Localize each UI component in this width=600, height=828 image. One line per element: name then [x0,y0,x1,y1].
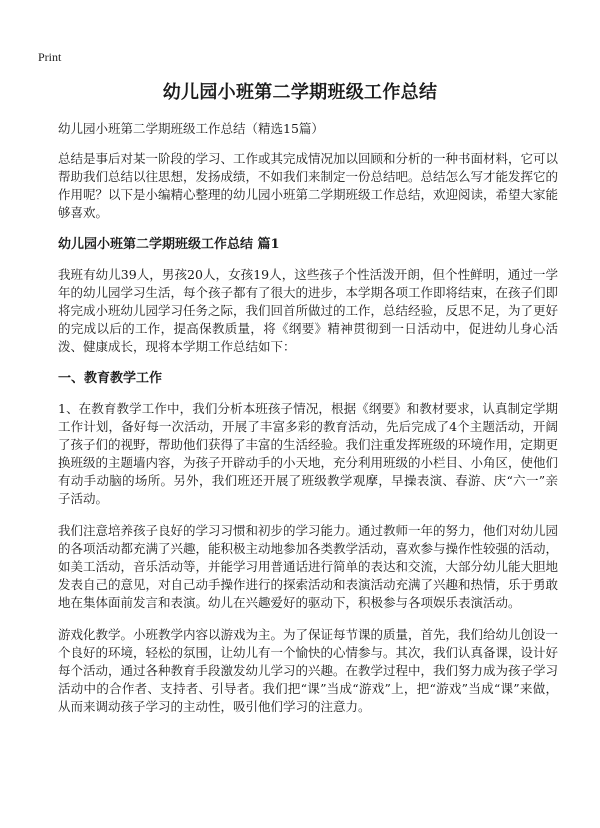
document-body [58,120,558,730]
document-subtitle: 幼儿园小班第二学期班级工作总结（精选15篇） [58,121,324,136]
print-link[interactable]: Print [38,50,62,64]
body-paragraph: 1、在教育教学工作中，我们分析本班孩子情况，根据《纲要》和教材要求，认真制定学期工作计划，备好每一次活动，开展了丰富多彩的教育活动，先后完成了4个主题活动，开阔了孩子们的视野，帮助他们获得了丰富的生活经验。我们注重发挥班级的环境作用，定期更换班级的主题墙内容，为孩子开辟动手的小天地，充分利用班级的小栏目、小角区，使他们有动手动脑的场所。另外，我们班还开展了班级教学观摩，早操表演、春游、庆“六一”亲子活动。 [58,401,559,506]
intro-paragraph: 总结是事后对某一阶段的学习、工作或其完成情况加以回顾和分析的一种书面材料，它可以帮助我们总结以往思想，发扬成绩，不如我们来制定一份总结吧。总结怎么写才能发挥它的作用呢？以下是小编精心整理的幼儿园小班第二学期班级工作总结，欢迎阅读，希望大家能够喜欢。 [58,151,559,220]
section-intro-paragraph: 我班有幼儿39人，男孩20人，女孩19人，这些孩子个性活泼开朗，但个性鲜明，通过一学年的幼儿园学习生活，每个孩子都有了很大的进步，本学期各项工作即将结束，在孩子们即将完成小班幼儿园学习任务之际，我们回首所做过的工作，总结经验，反思不足，为了更好的完成以后的工作，提高保教质量，将《纲要》精神贯彻到一日活动中，促进幼儿身心活泼、健康成长，现将本学期工作总结如下： [58,267,559,354]
subsection-heading: 一、教育教学工作 [58,371,163,386]
body-paragraph: 游戏化教学。小班教学内容以游戏为主。为了保证每节课的质量，首先，我们给幼儿创设一个良好的环境，轻松的氛围，让幼儿有一个愉快的心情参与。其次，我们认真备课，设计好每个活动，通过各种教育手段激发幼儿学习的兴趣。在教学过程中，我们努力成为孩子学习活动中的合作者、支持者、引导者。我们把“课”当成“游戏”上，把“游戏”当成“课”来做，从而来调动孩子学习的主动性，吸引他们学习的注意力。 [58,627,559,714]
body-paragraph: 我们注意培养孩子良好的学习习惯和初步的学习能力。通过教师一年的努力，他们对幼儿园的各项活动都充满了兴趣，能积极主动地参加各类教学活动，喜欢参与操作性较强的活动，如美工活动，音乐活动等，并能学习用普通话进行简单的表达和交流，大部分幼儿能大胆地发表自己的意见，对自己动手操作进行的探索活动和表演活动充满了兴趣和热情，乐于勇敢地在集体面前发言和表演。幼儿在兴趣爱好的驱动下，积极参与各项娱乐表演活动。 [58,523,559,610]
section-heading: 幼儿园小班第二学期班级工作总结 篇1 [58,237,280,252]
page-title: 幼儿园小班第二学期班级工作总结 [162,82,438,103]
